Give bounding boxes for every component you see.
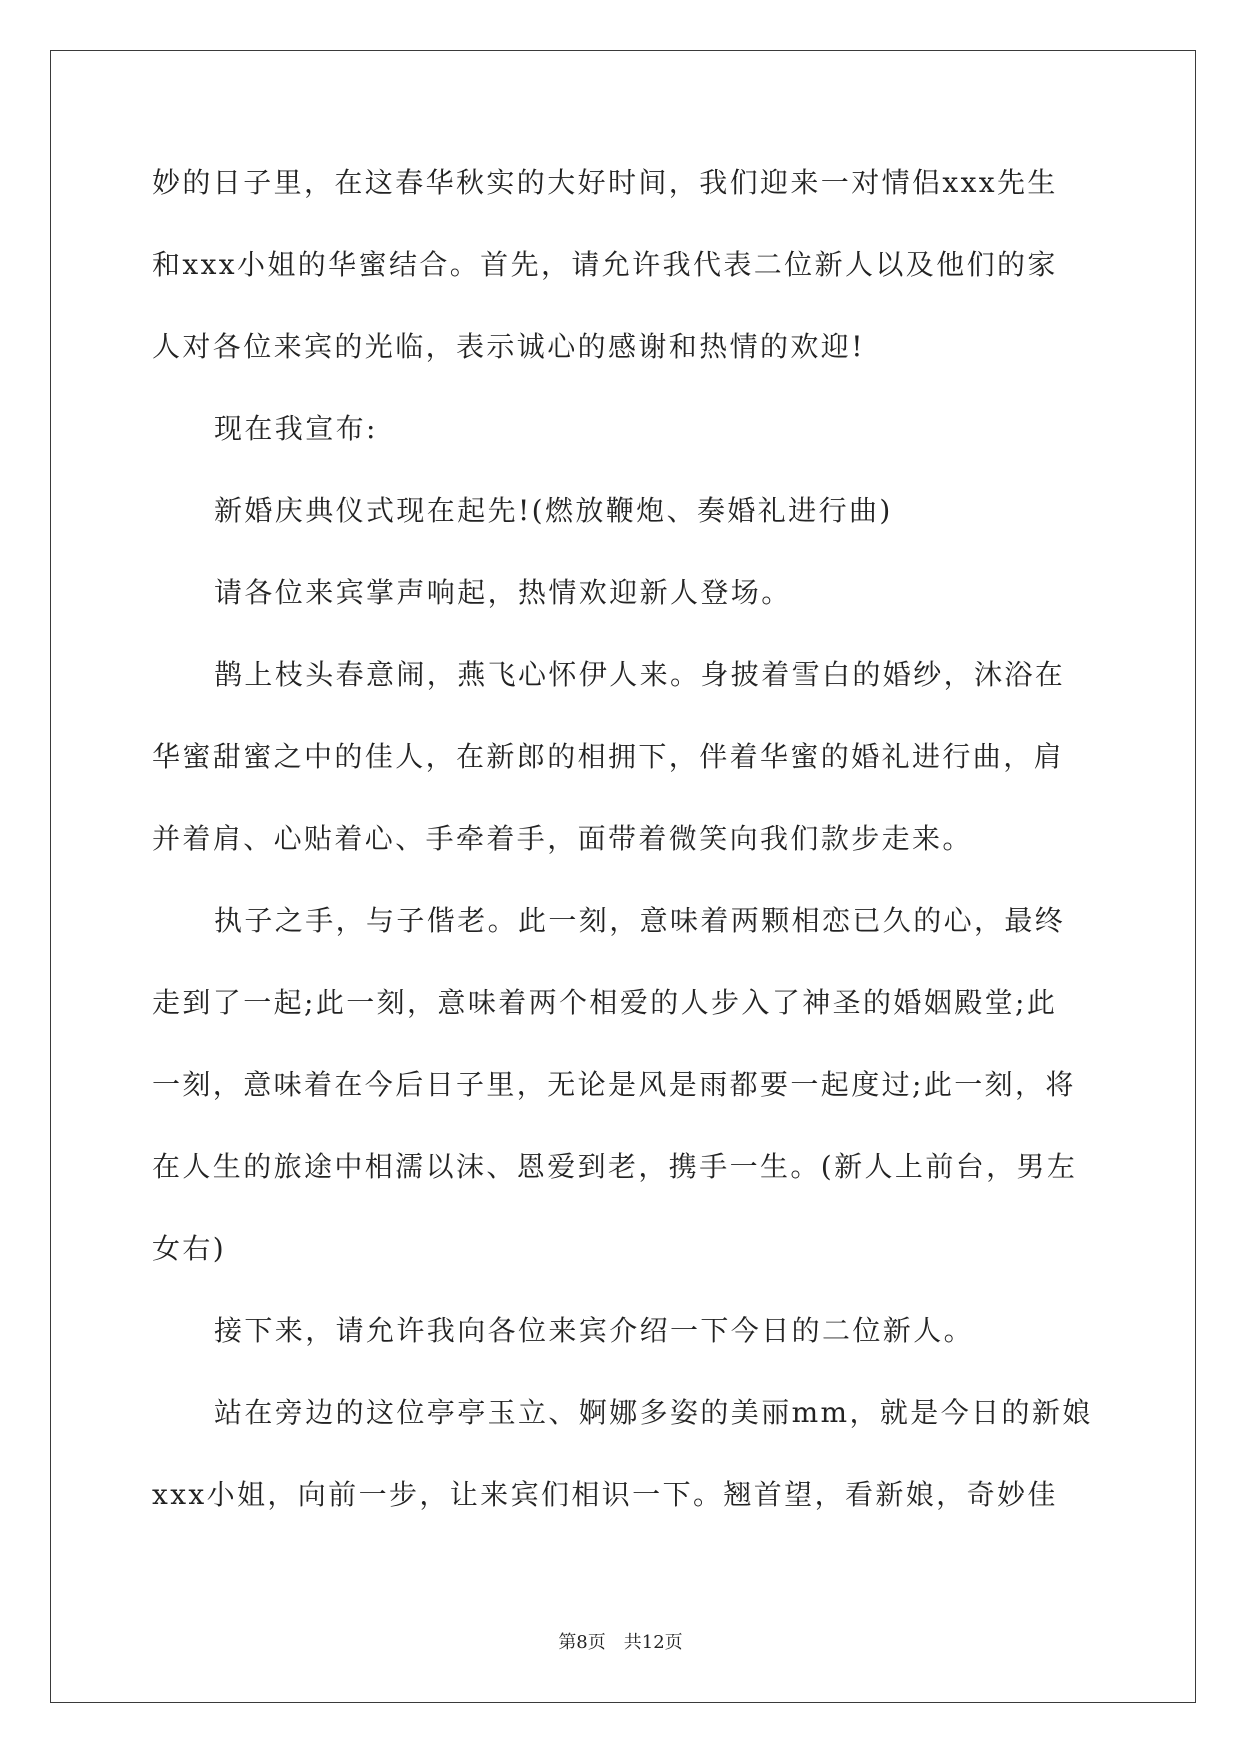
text-line: 妙的日子里，在这春华秋实的大好时间，我们迎来一对情侣xxx先生 bbox=[152, 166, 1058, 199]
text-line: 走到了一起;此一刻，意味着两个相爱的人步入了神圣的婚姻殿堂;此 bbox=[152, 986, 1058, 1019]
text-line: 鹊上枝头春意闹，燕飞心怀伊人来。身披着雪白的婚纱，沐浴在 bbox=[214, 658, 1066, 691]
text-line: 执子之手，与子偕老。此一刻，意味着两颗相恋已久的心，最终 bbox=[214, 904, 1066, 937]
text-line: 女右) bbox=[152, 1232, 227, 1265]
text-line: 现在我宣布: bbox=[214, 412, 378, 445]
text-line: 并着肩、心贴着心、手牵着手，面带着微笑向我们款步走来。 bbox=[152, 822, 973, 855]
text-line: 新婚庆典仪式现在起先!(燃放鞭炮、奏婚礼进行曲) bbox=[214, 494, 893, 527]
page-number-footer: 第8页 共12页 bbox=[558, 1632, 683, 1653]
document-body bbox=[152, 158, 1094, 1552]
text-line: 华蜜甜蜜之中的佳人，在新郎的相拥下，伴着华蜜的婚礼进行曲，肩 bbox=[152, 740, 1065, 773]
text-line: 请各位来宾掌声响起，热情欢迎新人登场。 bbox=[214, 576, 792, 609]
text-line: 一刻，意味着在今后日子里，无论是风是雨都要一起度过;此一刻，将 bbox=[152, 1068, 1076, 1101]
text-line: xxx小姐，向前一步，让来宾们相识一下。翘首望，看新娘，奇妙佳 bbox=[152, 1478, 1058, 1511]
text-line: 人对各位来宾的光临，表示诚心的感谢和热情的欢迎! bbox=[152, 330, 865, 363]
text-line: 在人生的旅途中相濡以沫、恩爱到老，携手一生。(新人上前台，男左 bbox=[152, 1150, 1078, 1183]
text-line: 接下来，请允许我向各位来宾介绍一下今日的二位新人。 bbox=[214, 1314, 975, 1347]
text-line: 和xxx小姐的华蜜结合。首先，请允许我代表二位新人以及他们的家 bbox=[152, 248, 1058, 281]
text-line: 站在旁边的这位亭亭玉立、婀娜多姿的美丽mm，就是今日的新娘 bbox=[214, 1396, 1093, 1429]
